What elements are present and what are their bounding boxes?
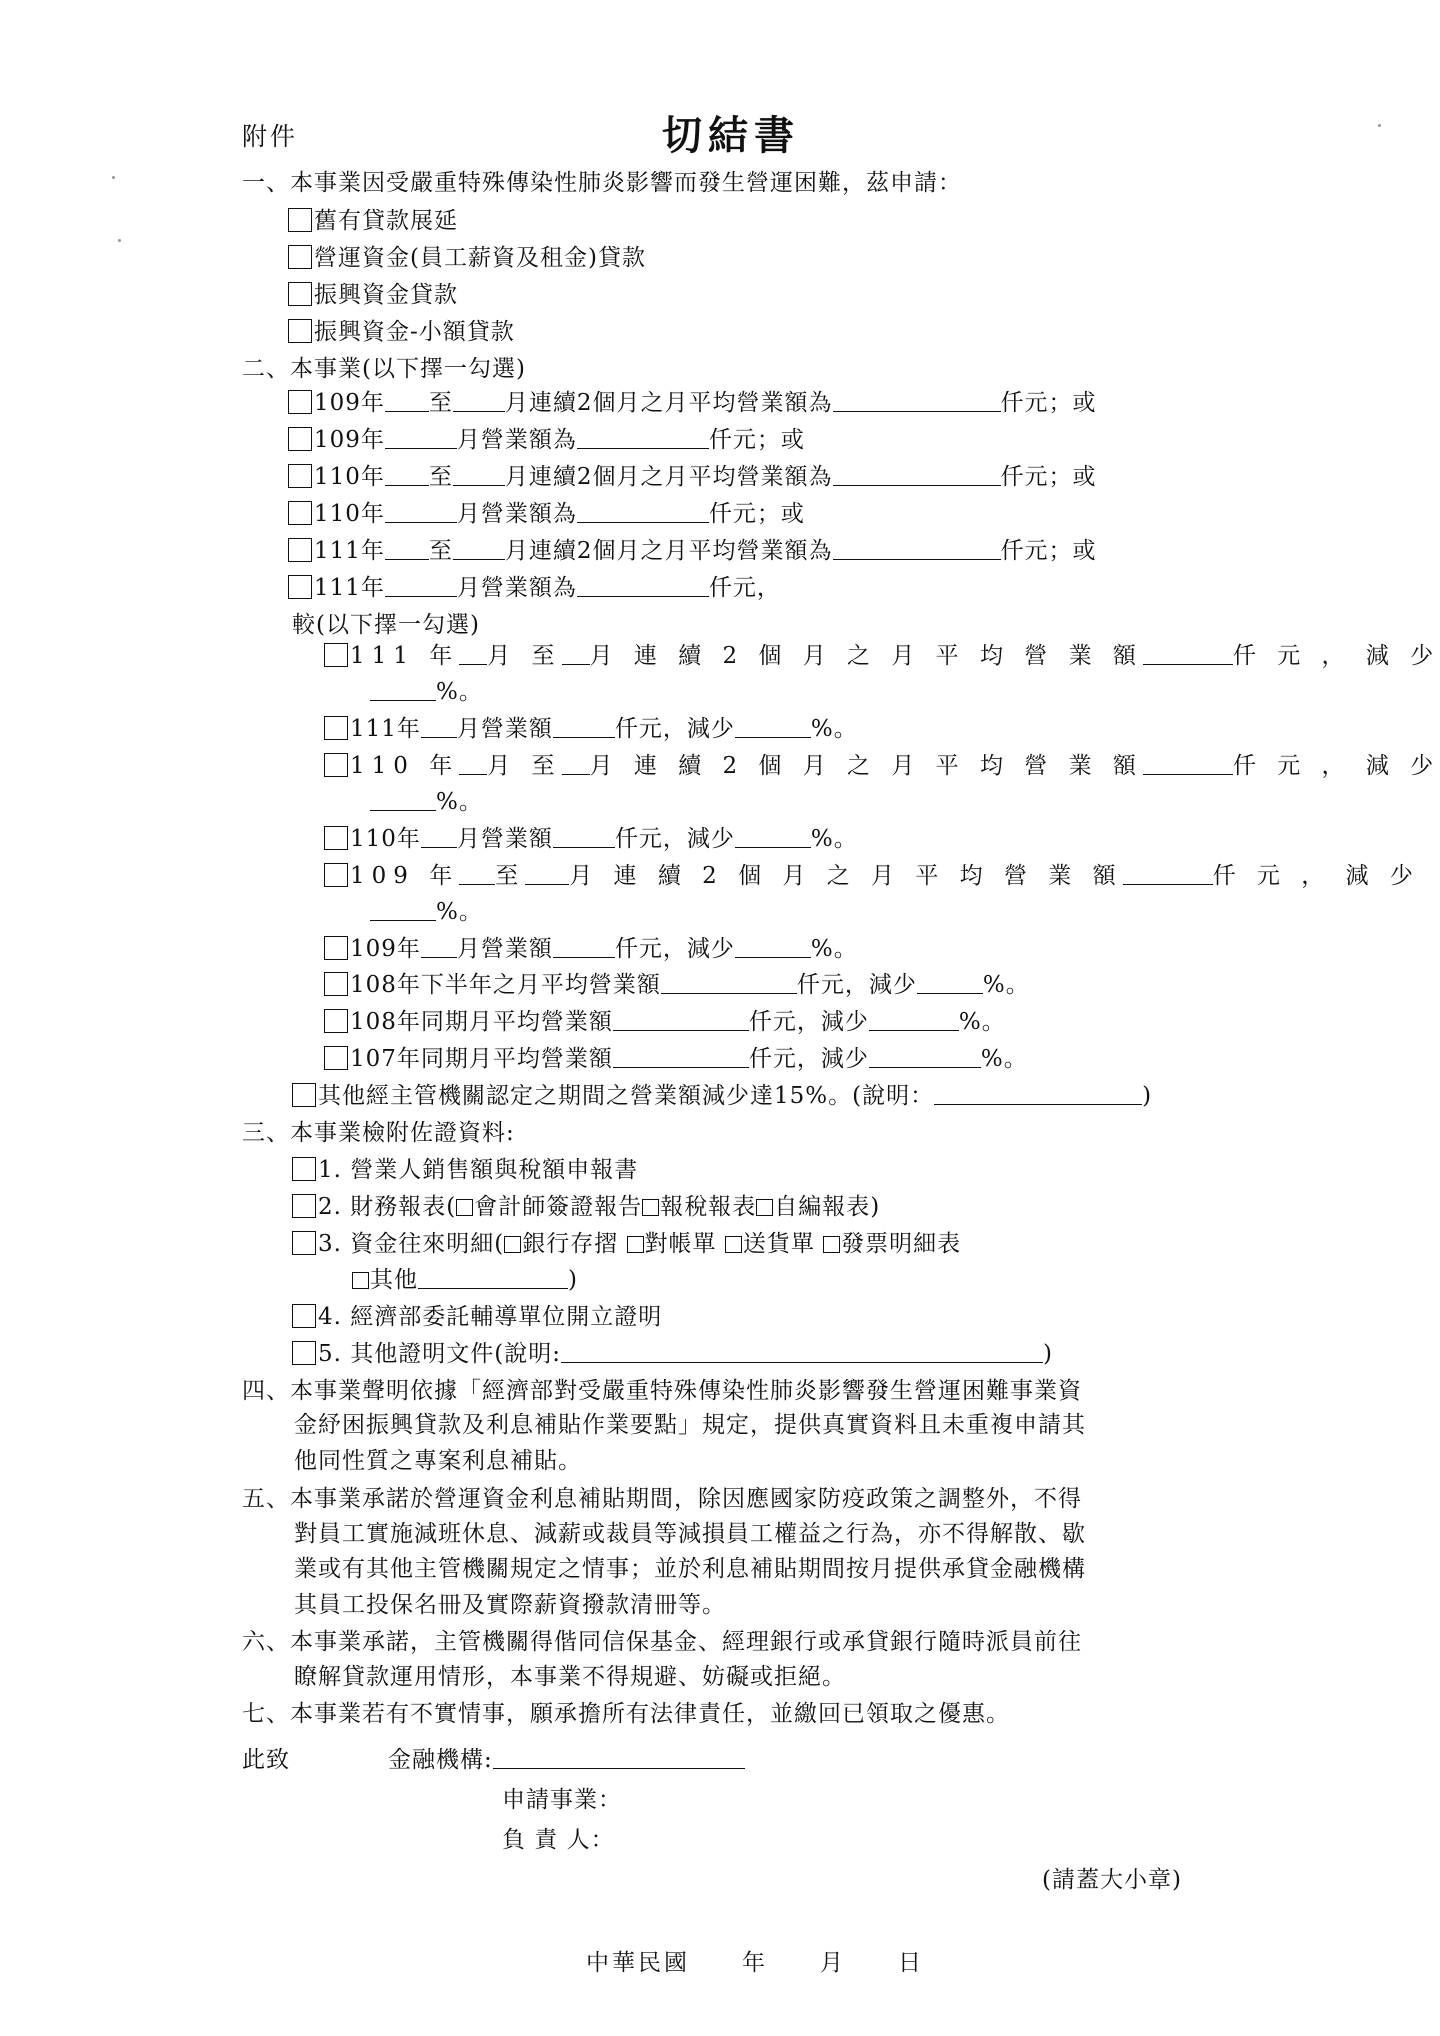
checkbox[interactable] xyxy=(324,1046,348,1070)
explanation-blank[interactable] xyxy=(561,1342,1043,1363)
checkbox[interactable] xyxy=(324,826,348,850)
percent-blank[interactable] xyxy=(869,1047,981,1068)
amount-blank[interactable] xyxy=(553,937,615,958)
checkbox[interactable] xyxy=(504,1236,521,1253)
percent-blank[interactable] xyxy=(735,827,811,848)
amount-blank[interactable] xyxy=(577,576,709,597)
scan-speck xyxy=(118,239,121,242)
amount-blank[interactable] xyxy=(833,465,1001,486)
checkbox[interactable] xyxy=(288,390,312,414)
attachment-label: 附件 xyxy=(242,122,299,151)
month-blank[interactable] xyxy=(385,576,457,597)
checkbox[interactable] xyxy=(288,464,312,488)
compare-option-108-same-period[interactable]: 108年同期月平均營業額 仟元，減少 %。 xyxy=(324,1007,1006,1037)
checkbox[interactable] xyxy=(292,1083,316,1107)
institution-field[interactable]: 金融機構: xyxy=(388,1745,745,1775)
percent-blank[interactable] xyxy=(735,717,811,738)
amount-blank[interactable] xyxy=(613,1047,749,1068)
amount-blank[interactable] xyxy=(1143,644,1233,665)
section4-line: 金紓困振興貸款及利息補貼作業要點」規定，提供真實資料且未重複申請其 xyxy=(294,1412,1086,1438)
percent-blank[interactable] xyxy=(869,1010,959,1031)
amount-blank[interactable] xyxy=(577,428,709,449)
checkbox[interactable] xyxy=(324,863,348,887)
amount-blank[interactable] xyxy=(553,827,615,848)
evidence-item-3[interactable]: 3. 資金往來明細( 銀行存摺 對帳單 送貨單 發票明細表 xyxy=(292,1229,961,1259)
evidence-item-5[interactable]: 5. 其他證明文件(說明: ) xyxy=(292,1339,1053,1369)
checkbox[interactable] xyxy=(324,1009,348,1033)
compare-option-107-same-period[interactable]: 107年同期月平均營業額 仟元，減少 %。 xyxy=(324,1044,1028,1074)
section4-line: 他同性質之專案利息補貼。 xyxy=(294,1448,582,1474)
revenue-option-109-month[interactable]: 109年 月營業額為 仟元；或 xyxy=(288,425,805,455)
revenue-option-109-consecutive[interactable]: 109年 至 月連續2個月之月平均營業額為 仟元；或 xyxy=(288,388,1097,418)
option-working-capital-loan[interactable]: 營運資金(員工薪資及租金)貸款 xyxy=(288,243,646,273)
option-revitalization-loan[interactable]: 振興資金貸款 xyxy=(288,280,458,310)
amount-blank[interactable] xyxy=(1123,864,1213,885)
option-revitalization-micro-loan[interactable]: 振興資金-小額貸款 xyxy=(288,317,515,347)
compare-option-108-second-half[interactable]: 108年下半年之月平均營業額 仟元，減少 %。 xyxy=(324,970,1030,1000)
checkbox[interactable] xyxy=(324,716,348,740)
month-blank[interactable] xyxy=(421,827,457,848)
checkbox[interactable] xyxy=(324,972,348,996)
percent-blank[interactable] xyxy=(370,900,436,921)
evidence-item-3-other[interactable]: 其他 ) xyxy=(352,1265,578,1295)
evidence-item-4[interactable]: 4. 經濟部委託輔導單位開立證明 xyxy=(292,1302,662,1332)
checkbox[interactable] xyxy=(288,575,312,599)
checkbox[interactable] xyxy=(288,282,312,306)
checkbox[interactable] xyxy=(288,245,312,269)
checkbox[interactable] xyxy=(288,501,312,525)
checkbox[interactable] xyxy=(456,1199,473,1216)
section6-line: 六、本事業承諾，主管機關得偕同信保基金、經理銀行或承貸銀行隨時派員前往 xyxy=(242,1629,1082,1655)
checkbox[interactable] xyxy=(627,1236,644,1253)
section3-heading: 三、本事業檢附佐證資料: xyxy=(242,1120,515,1146)
amount-blank[interactable] xyxy=(661,973,797,994)
checkbox[interactable] xyxy=(352,1272,369,1289)
checkbox[interactable] xyxy=(642,1199,659,1216)
month-blank[interactable] xyxy=(459,754,487,775)
section4-line: 四、本事業聲明依據「經濟部對受嚴重特殊傳染性肺炎影響發生營運困難事業資 xyxy=(242,1378,1082,1404)
seal-note: (請蓋大小章) xyxy=(1042,1867,1182,1893)
revenue-option-110-consecutive[interactable]: 110年 至 月連續2個月之月平均營業額為 仟元；或 xyxy=(288,462,1097,492)
checkbox[interactable] xyxy=(823,1236,840,1253)
compare-option-111-month[interactable]: 111年 月營業額 仟元，減少 %。 xyxy=(324,714,858,744)
percent-line: %。 xyxy=(370,897,483,927)
percent-blank[interactable] xyxy=(370,680,436,701)
month-blank[interactable] xyxy=(562,644,590,665)
checkbox[interactable] xyxy=(288,319,312,343)
evidence-item-1[interactable]: 1. 營業人銷售額與稅額申報書 xyxy=(292,1155,638,1185)
compare-option-110-month[interactable]: 110年 月營業額 仟元，減少 %。 xyxy=(324,824,858,854)
other-blank[interactable] xyxy=(418,1268,568,1289)
compare-option-109-consecutive[interactable]: 109 年 至 月 連 續 2 個 月 之 月 平 均 營 業 額 仟 元 ， 減 少 xyxy=(324,861,1420,891)
section5-line: 對員工實施減班休息、減薪或裁員等減損員工權益之行為，亦不得解散、歇 xyxy=(294,1521,1086,1547)
section6-line: 瞭解貸款運用情形，本事業不得規避、妨礙或拒絕。 xyxy=(294,1664,846,1690)
month-blank[interactable] xyxy=(459,644,487,665)
evidence-item-2[interactable]: 2. 財務報表( 會計師簽證報告 報稅報表 自編報表) xyxy=(292,1192,880,1222)
checkbox[interactable] xyxy=(756,1199,773,1216)
section5-line: 五、本事業承諾於營運資金利息補貼期間，除因應國家防疫政策之調整外，不得 xyxy=(242,1486,1082,1512)
explanation-blank[interactable] xyxy=(934,1084,1142,1105)
document-title: 切結書 xyxy=(662,112,800,159)
scan-speck xyxy=(112,176,115,179)
institution-blank[interactable] xyxy=(493,1748,745,1769)
month-blank[interactable] xyxy=(385,502,457,523)
percent-line: %。 xyxy=(370,677,483,707)
month-blank[interactable] xyxy=(385,391,429,412)
checkbox[interactable] xyxy=(324,753,348,777)
date-line: 中華民國 年 月 日 xyxy=(586,1950,924,1976)
closing-to: 此致 xyxy=(242,1747,290,1773)
month-blank[interactable] xyxy=(562,754,590,775)
responsible-person-label: 負 責 人： xyxy=(502,1827,615,1853)
checkbox[interactable] xyxy=(288,538,312,562)
checkbox[interactable] xyxy=(292,1231,316,1255)
month-blank[interactable] xyxy=(421,717,457,738)
section5-line: 業或有其他主管機關規定之情事；並於利息補貼期間按月提供承貸金融機構 xyxy=(294,1556,1086,1582)
amount-blank[interactable] xyxy=(1143,754,1233,775)
month-blank[interactable] xyxy=(385,428,457,449)
revenue-option-111-consecutive[interactable]: 111年 至 月連續2個月之月平均營業額為 仟元；或 xyxy=(288,536,1097,566)
checkbox[interactable] xyxy=(292,1157,316,1181)
amount-blank[interactable] xyxy=(613,1010,749,1031)
amount-blank[interactable] xyxy=(833,539,1001,560)
revenue-option-110-month[interactable]: 110年 月營業額為 仟元；或 xyxy=(288,499,805,529)
month-blank[interactable] xyxy=(421,937,457,958)
checkbox[interactable] xyxy=(288,208,312,232)
month-blank[interactable] xyxy=(385,539,429,560)
checkbox[interactable] xyxy=(324,643,348,667)
month-blank[interactable] xyxy=(453,391,505,412)
compare-option-111-consecutive[interactable]: 111 年 月 至 月 連 續 2 個 月 之 月 平 均 營 業 額 仟 元 ， 減 少 xyxy=(324,641,1440,671)
option-loan-extension[interactable]: 舊有貸款展延 xyxy=(288,206,458,236)
checkbox[interactable] xyxy=(288,427,312,451)
section7-line: 七、本事業若有不實情事，願承擔所有法律責任，並繳回已領取之優惠。 xyxy=(242,1701,1010,1727)
percent-line: %。 xyxy=(370,787,483,817)
amount-blank[interactable] xyxy=(833,391,1001,412)
percent-blank[interactable] xyxy=(370,790,436,811)
checkbox[interactable] xyxy=(725,1236,742,1253)
month-blank[interactable] xyxy=(385,465,429,486)
section2-heading: 二、本事業(以下擇一勾選) xyxy=(242,356,526,382)
compare-heading: 較(以下擇一勾選) xyxy=(292,612,480,638)
percent-blank[interactable] xyxy=(917,973,983,994)
checkbox[interactable] xyxy=(324,936,348,960)
revenue-option-111-month[interactable]: 111年 月營業額為 仟元， xyxy=(288,573,781,603)
section5-line: 其員工投保名冊及實際薪資撥款清冊等。 xyxy=(294,1592,726,1618)
month-blank[interactable] xyxy=(453,465,505,486)
revenue-option-other[interactable]: 其他經主管機關認定之期間之營業額減少達15%。(說明： ) xyxy=(292,1081,1152,1111)
compare-option-109-month[interactable]: 109年 月營業額 仟元，減少 %。 xyxy=(324,934,858,964)
amount-blank[interactable] xyxy=(553,717,615,738)
checkbox[interactable] xyxy=(292,1194,316,1218)
month-blank[interactable] xyxy=(459,864,495,885)
amount-blank[interactable] xyxy=(577,502,709,523)
scan-speck xyxy=(1378,124,1381,127)
checkbox[interactable] xyxy=(292,1341,316,1365)
month-blank[interactable] xyxy=(453,539,505,560)
month-blank[interactable] xyxy=(525,864,569,885)
checkbox[interactable] xyxy=(292,1304,316,1328)
section1-heading: 一、本事業因受嚴重特殊傳染性肺炎影響而發生營運困難，茲申請： xyxy=(242,170,962,196)
compare-option-110-consecutive[interactable]: 110 年 月 至 月 連 續 2 個 月 之 月 平 均 營 業 額 仟 元 ， 減 少 xyxy=(324,751,1440,781)
applicant-label: 申請事業： xyxy=(502,1787,622,1813)
percent-blank[interactable] xyxy=(735,937,811,958)
